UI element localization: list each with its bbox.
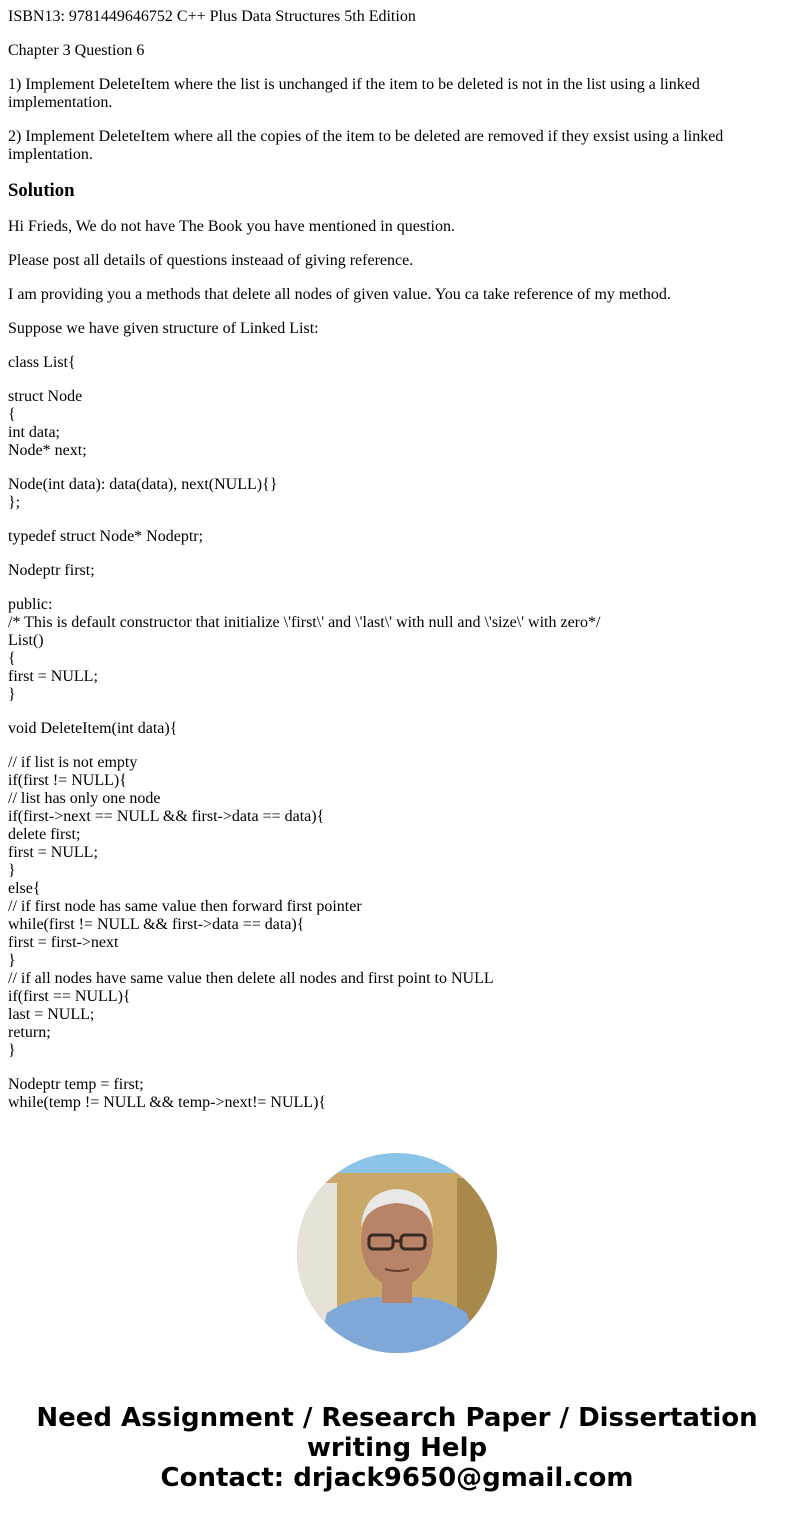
solution-document — [8, 8, 786, 1122]
code-line: // list has only one node — [8, 790, 161, 807]
code-block — [8, 596, 786, 704]
code-line: // if first node has same value then forward first pointer — [8, 898, 362, 915]
code-line: while(temp != NULL && temp->next!= NULL){ — [8, 1094, 327, 1111]
code-block — [8, 720, 786, 738]
intro-paragraph: Hi Frieds, We do not have The Book you have mentioned in question. — [8, 218, 455, 235]
code-block — [8, 388, 786, 460]
code-line: /* This is default constructor that initialize \'first\' and \'last\' with null and \'size\' with zero*/ — [8, 614, 601, 631]
code-block — [8, 354, 786, 372]
code-line: if(first->next == NULL && first->data == data){ — [8, 808, 325, 825]
code-line: { — [8, 406, 16, 423]
question-part-1: 1) Implement DeleteItem where the list is unchanged if the item to be deleted is not in the list using a linked implementation. — [8, 76, 700, 111]
code-line: if(first == NULL){ — [8, 988, 131, 1005]
code-line: void DeleteItem(int data){ — [8, 720, 178, 737]
code-block — [8, 562, 786, 580]
promo-line: writing Help — [306, 1433, 488, 1463]
promo-banner — [0, 1403, 794, 1493]
code-line: { — [8, 650, 16, 667]
question-part-2: 2) Implement DeleteItem where all the copies of the item to be deleted are removed if they exsist using a linked implentation. — [8, 128, 724, 163]
code-line: first = first->next — [8, 934, 119, 951]
code-line: Nodeptr first; — [8, 562, 95, 579]
code-line: List() — [8, 632, 44, 649]
code-block — [8, 476, 786, 512]
code-line: first = NULL; — [8, 844, 98, 861]
promo-line: Need Assignment / Research Paper / Dissertation — [36, 1403, 758, 1433]
code-line: struct Node — [8, 388, 83, 405]
code-line: if(first != NULL){ — [8, 772, 127, 789]
solution-heading: Solution — [8, 180, 75, 201]
code-line: }; — [8, 494, 21, 511]
promo-contact: Contact: drjack9650@gmail.com — [160, 1463, 634, 1493]
intro-paragraph: Suppose we have given structure of Linked List: — [8, 320, 319, 337]
code-line: } — [8, 862, 16, 879]
code-line: Node(int data): data(data), next(NULL){} — [8, 476, 278, 493]
code-line: int data; — [8, 424, 60, 441]
code-line: // if all nodes have same value then delete all nodes and first point to NULL — [8, 970, 494, 987]
code-line: return; — [8, 1024, 51, 1041]
code-line: last = NULL; — [8, 1006, 95, 1023]
code-line: first = NULL; — [8, 668, 98, 685]
code-line: class List{ — [8, 354, 76, 371]
code-line: public: — [8, 596, 53, 613]
code-line: Node* next; — [8, 442, 87, 459]
code-line: } — [8, 686, 16, 703]
code-line: delete first; — [8, 826, 81, 843]
code-line: // if list is not empty — [8, 754, 138, 771]
code-line: while(first != NULL && first->data == data){ — [8, 916, 305, 933]
avatar — [297, 1153, 497, 1353]
person-portrait-icon — [297, 1153, 497, 1353]
code-line: else{ — [8, 880, 41, 897]
code-listing — [8, 354, 786, 1112]
isbn-line: ISBN13: 9781449646752 C++ Plus Data Structures 5th Edition — [8, 8, 416, 25]
code-block — [8, 754, 786, 1060]
code-block — [8, 1076, 786, 1112]
code-line: Nodeptr temp = first; — [8, 1076, 144, 1093]
chapter-line: Chapter 3 Question 6 — [8, 42, 145, 59]
code-line: typedef struct Node* Nodeptr; — [8, 528, 204, 545]
intro-paragraph: Please post all details of questions insteaad of giving reference. — [8, 252, 414, 269]
code-block — [8, 528, 786, 546]
intro-paragraph: I am providing you a methods that delete all nodes of given value. You ca take reference of my method. — [8, 286, 671, 303]
code-line: } — [8, 952, 16, 969]
code-line: } — [8, 1042, 16, 1059]
